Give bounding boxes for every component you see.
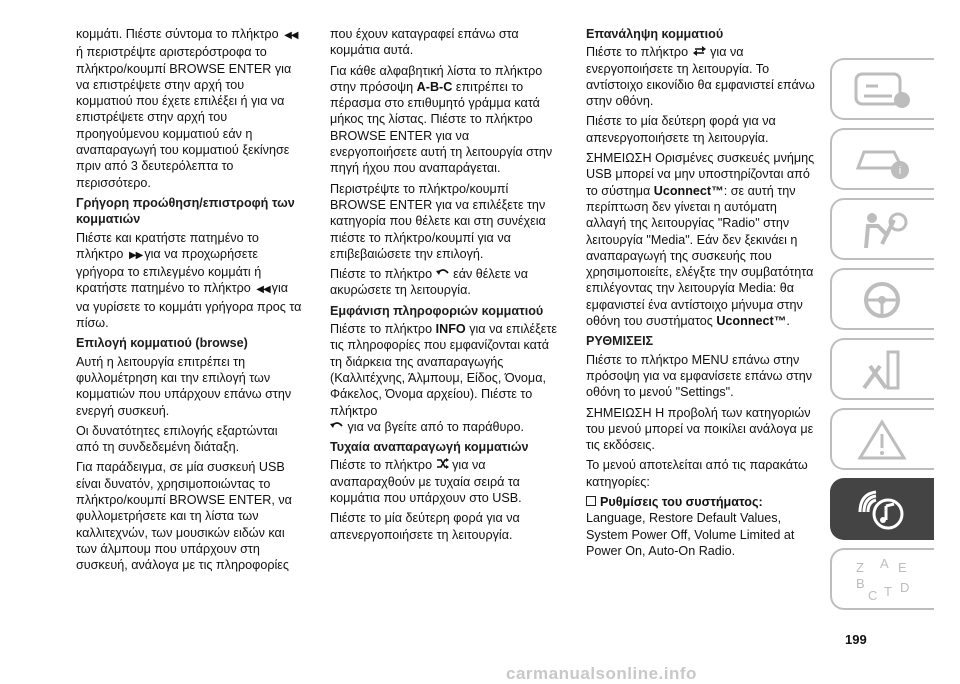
car-info-icon [854,138,912,182]
paragraph [330,457,558,506]
text: επιτρέπει το πέρασμα στο επιθυμητό γράμμα κατά μήκος της λίστας. Πιέστε το πλήκτρο BROWSE ENTER για να ενεργοποιήσετε αυτή τη λειτουργία στην πηγή ήχου που αναπαράγεται. [330,79,553,176]
text: Πιέστε το πλήκτρο [330,322,433,337]
index-letter: B [856,576,865,591]
paragraph [586,150,818,329]
text: ή περιστρέψτε αριστερόστροφα το πλήκτρο/κουμπί BROWSE ENTER για να επιστρέψετε στην αρχή του κομματιού που έχετε επιλέξει ή για να επιστρέψετε στην αρχή του προηγούμενου κομματιού εάν η αναπαραγωγή του κομματιού ξεκίνησε πριν από 3 δευτερόλεπτα το περισσότερο. [76,45,292,190]
text-column-2 [330,26,558,547]
tab-multimedia[interactable] [830,478,934,540]
paragraph [330,266,558,299]
section-heading: Εμφάνιση πληροφοριών κομματιού [330,303,544,318]
tab-dashboard[interactable] [830,58,934,120]
text: για να γυρίσετε το κομμάτι γρήγορα προς τα πίσω. [76,281,302,331]
prev-track-icon: ◀◀ [256,284,270,296]
tab-safety[interactable] [830,198,934,260]
text: για να αναπαραχθούν με τυχαία σειρά τα κομμάτια που υπάρχουν στο USB. [330,458,522,506]
section-heading: ΡΥΘΜΙΣΕΙΣ [586,334,654,349]
section-heading: Τυχαία αναπαραγωγή κομματιών [330,440,529,455]
paragraph: Language, Restore Default Values, System Power Off, Volume Limited at Power On, Auto-On Radio. [586,511,795,558]
tab-warnings[interactable] [830,408,934,470]
airbag-safety-icon [854,208,912,252]
paragraph [76,230,304,332]
paragraph: ΣΗΜΕΙΩΣΗ Η προβολή των κατηγοριών του μενού μπορεί να ποικίλει ανάλογα με τις εκδόσεις. [586,405,814,453]
paragraph: Πιέστε το μία δεύτερη φορά για να απενεργοποιήσετε τη λειτουργία. [330,511,520,542]
paragraph [586,44,818,109]
index-letter: E [898,560,907,575]
text: για να προχωρήσετε γρήγορα το επιλεγμένο κομμάτι ή κρατήστε πατημένο το πλήκτρο [76,246,262,296]
shuffle-icon [436,458,449,469]
page-number: 199 [845,632,867,647]
dashboard-icon [854,68,912,112]
index-letters-icon [854,558,912,602]
text: για να επιλέξετε τις πληροφορίες που εμφανίζονται κατά τη διάρκεια της αναπαραγωγής (Καλλιτέχνης, Άλμπουμ, Είδος, Όνομα, Φάκελος, Όνομα αρχείου). Πιέστε το πλήκτρο [330,322,558,418]
text: Ρυθμίσεις του συστήματος: [600,495,763,510]
section-heading: Γρήγορη προώθηση/επιστροφή των κομματιών [76,195,295,227]
steering-wheel-icon [854,278,912,322]
back-arrow-icon [330,421,344,431]
text: Πιέστε και κρατήστε πατημένο το πλήκτρο [76,230,259,261]
next-track-icon: ▶▶ [128,249,143,261]
watermark-text: carmanualsonline.info [506,664,697,683]
index-letter: D [900,580,910,595]
back-arrow-icon [436,268,450,278]
text: Πιέστε το πλήκτρο [586,45,689,60]
text: Πιέστε το πλήκτρο [330,458,433,473]
index-letter: C [868,588,878,602]
section-heading: Επανάληψη κομματιού [586,27,724,41]
text-column-3 [586,26,818,563]
prev-track-icon: ◀◀ [284,30,298,41]
brand-name: Uconnect™ [653,183,724,198]
index-letter: T [884,584,892,599]
paragraph [330,321,558,435]
tab-index[interactable] [830,548,934,610]
subsection-heading [586,494,818,510]
paragraph: Περιστρέψτε το πλήκτρο/κουμπί BROWSE ENTER για να επιλέξετε την κατηγορία που θέλετε και στη συνέχεια πιέστε το πλήκτρο/κουμπί για να επιβεβαιώσετε την επιλογή. [330,181,546,261]
warning-triangle-icon [854,418,912,462]
key-label: A-B-C [416,79,453,94]
index-letter: A [880,558,889,571]
text: κομμάτι. Πιέστε σύντομα το πλήκτρο [76,27,279,41]
multimedia-icon [854,488,912,532]
text: . [786,314,790,329]
text: για να ενεργοποιήσετε τη λειτουργία. Το αντίστοιχο εικονίδιο θα εμφανιστεί επάνω στην οθόνη. [586,45,815,109]
paragraph: Αυτή η λειτουργία επιτρέπει τη φυλλομέτρηση και την επιλογή των κομματιών που υπάρχουν επάνω στην ενεργή συσκευή. [76,354,292,418]
paragraph [330,63,558,177]
chapter-tabs [830,58,934,618]
text: για να βγείτε από το παράθυρο. [347,419,525,434]
text: ΣΗΜΕΙΩΣΗ Ορισμένες συσκευές μνήμης USB μπορεί να μην υποστηρίζονται από το σύστημα [586,151,815,198]
text-column-1 [76,26,304,578]
paragraph: Οι δυνατότητες επιλογής εξαρτώνται από τη συνδεδεμένη διάταξη. [76,423,278,455]
tab-car-info[interactable] [830,128,934,190]
paragraph [76,26,304,191]
watermark-bar [0,664,960,683]
repeat-icon [692,46,707,56]
text: Για κάθε αλφαβητική λίστα το πλήκτρο στην πρόσοψη [330,63,543,94]
tab-maintenance[interactable] [830,338,934,400]
text: εάν θέλετε να ακυρώσετε τη λειτουργία. [330,267,528,298]
brand-name: Uconnect™ [716,314,787,329]
paragraph: που έχουν καταγραφεί επάνω στα κομμάτια αυτά. [330,27,519,58]
paragraph: Πιέστε το πλήκτρο MENU επάνω στην πρόσοψη για να εμφανίσετε επάνω στην οθόνη το μενού "Settings". [586,352,813,400]
paragraph: Πιέστε το μία δεύτερη φορά για να απενεργοποιήσετε τη λειτουργία. [586,114,776,145]
paragraph: Για παράδειγμα, σε μία συσκευή USB είναι δυνατόν, χρησιμοποιώντας το πλήκτρο/κουμπί BROWSE ENTER, να φυλλομετρήσετε και τη λίστα των καλλιτεχνών, των μουσικών ειδών και των άλμπουμ που υπάρχουν στη συσκευή, ανάλογα με τις πληροφορίες [76,460,292,573]
key-label: INFO [435,322,466,337]
tools-icon [854,348,912,392]
section-heading: Επιλογή κομματιού (browse) [76,336,248,351]
text: Πιέστε το πλήκτρο [330,267,433,282]
tab-driving[interactable] [830,268,934,330]
checkbox-square-icon [586,496,596,506]
svg-text:i: i [898,165,902,177]
paragraph: Το μενού αποτελείται από τις παρακάτω κατηγορίες: [586,458,808,489]
index-letter: Z [856,560,864,575]
text: : σε αυτή την περίπτωση δεν γίνεται η αυτόματη αλλαγή της λειτουργίας "Radio" στην λειτουργία "Media". Εάν δεν ξεκινάει η αναπαραγωγή της συσκευής που χρησιμοποιείτε, ελέγξτε την συμβατότητα επιλέγοντας την λειτουργία Media: θα εμφανιστεί ένα αντίστοιχο μήνυμα στην οθόνη του συστήματος [586,183,814,329]
